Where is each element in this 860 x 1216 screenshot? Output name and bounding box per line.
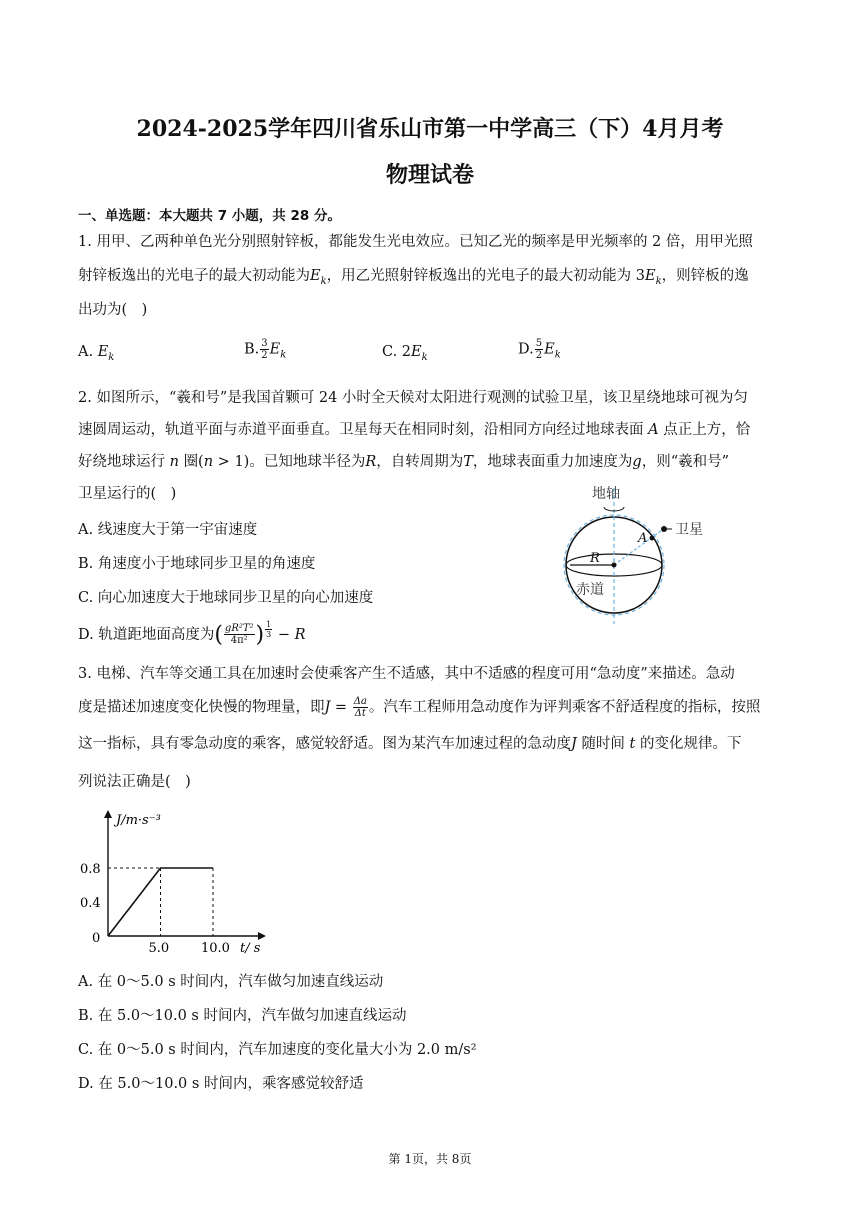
q2-line1: 2. 如图所示，“羲和号”是我国首颗可 24 小时全天候对太阳进行观测的试验卫星，该卫星绕地球可视为匀 bbox=[78, 390, 748, 406]
q3-option-d[interactable]: D. 在 5.0～10.0 s 时间内，乘客感觉较舒适 bbox=[78, 1076, 364, 1092]
q1-option-a[interactable]: A. $E_k$ bbox=[78, 344, 115, 363]
q2-option-d[interactable]: D. 轨道距地面高度为( $\frac{\text{gR²T²}}{\text{4π²}}$ ) $^{\frac{1}{3}}$ − R bbox=[78, 620, 306, 648]
q3-line4: 列说法正确是( ) bbox=[78, 774, 191, 790]
q3-line3: 这一指标，具有零急动度的乘客，感觉较舒适。图为某汽车加速过程的急动度J 随时间 t 的变化规律。下 bbox=[78, 736, 742, 752]
q3-option-c[interactable]: C. 在 0～5.0 s 时间内，汽车加速度的变化量大小为 2.0 m/s² bbox=[78, 1042, 477, 1058]
x-tick-label: 5.0 bbox=[148, 941, 170, 956]
q1-option-d[interactable]: D. $\frac{5}{2}$ $E_k$ bbox=[518, 338, 561, 361]
y-tick-label: 0.4 bbox=[80, 896, 101, 911]
label-a: A bbox=[638, 531, 648, 546]
q3-option-a[interactable]: A. 在 0～5.0 s 时间内，汽车做匀加速直线运动 bbox=[78, 974, 384, 990]
q1-line3: 出功为( ) bbox=[78, 302, 148, 318]
q2-line3: 好绕地球运行 n 圈(n > 1)。已知地球半径为R，自转周期为T，地球表面重力加速度为g，则“羲和号” bbox=[78, 454, 730, 470]
page-title: 2024-2025学年四川省乐山市第一中学高三（下）4月月考 bbox=[136, 116, 724, 142]
x-axis-arrow-icon bbox=[258, 932, 266, 940]
point-a-dot bbox=[650, 536, 655, 541]
page-subtitle: 物理试卷 bbox=[385, 162, 474, 188]
origin-label: 0 bbox=[92, 931, 101, 946]
y-tick-label: 0.8 bbox=[80, 862, 101, 877]
label-r: R bbox=[590, 551, 600, 566]
label-axis: 地轴 bbox=[592, 486, 620, 502]
q3-option-b[interactable]: B. 在 5.0～10.0 s 时间内，汽车做匀加速直线运动 bbox=[78, 1008, 407, 1024]
x-axis-label: t/ s bbox=[240, 941, 261, 956]
q2-option-a[interactable]: A. 线速度大于第一宇宙速度 bbox=[78, 522, 258, 538]
q2-line2: 速圆周运动，轨道平面与赤道平面垂直。卫星每天在相同时刻，沿相同方向经过地球表面 A 点正上方，恰 bbox=[78, 422, 751, 438]
q1-option-c[interactable]: C. $2E_k$ bbox=[382, 344, 428, 363]
q1-line2: 射锌板逸出的光电子的最大初动能为$E_k$，用乙光照射锌板逸出的光电子的最大初动能为 $3E_k$，则锌板的逸 bbox=[78, 268, 749, 287]
jerk-chart bbox=[76, 810, 276, 958]
earth-satellite-figure bbox=[548, 476, 718, 626]
q2-line4: 卫星运行的( ) bbox=[78, 486, 177, 502]
q3-line2: 度是描述加速度变化快慢的物理量，即J = $\frac{\Delta a}{\Delta t}$ 。汽车工程师用急动度作为评判乘客不舒适程度的指标，按照 bbox=[78, 696, 761, 719]
label-equator: 赤道 bbox=[576, 582, 604, 598]
section-heading: 一、单选题：本大题共 7 小题，共 28 分。 bbox=[78, 208, 341, 224]
x-tick-label: 10.0 bbox=[201, 941, 230, 956]
center-dot bbox=[612, 563, 617, 568]
series-line bbox=[108, 868, 213, 936]
y-axis-label: J/m·s⁻³ bbox=[116, 813, 161, 828]
q2-option-c[interactable]: C. 向心加速度大于地球同步卫星的向心加速度 bbox=[78, 590, 374, 606]
q3-line1: 3. 电梯、汽车等交通工具在加速时会使乘客产生不适感，其中不适感的程度可用“急动度”来描述。急动 bbox=[78, 666, 735, 682]
q1-option-b[interactable]: B. $\frac{3}{2}$ $E_k$ bbox=[244, 338, 287, 361]
page-number: 第 1页，共 8页 bbox=[388, 1152, 472, 1166]
q1-line1: 1. 用甲、乙两种单色光分别照射锌板，都能发生光电效应。已知乙光的频率是甲光频率的 2 倍，用甲光照 bbox=[78, 234, 753, 250]
label-satellite: 卫星 bbox=[675, 522, 703, 538]
q2-option-b[interactable]: B. 角速度小于地球同步卫星的角速度 bbox=[78, 556, 316, 572]
y-axis-arrow-icon bbox=[104, 810, 112, 818]
